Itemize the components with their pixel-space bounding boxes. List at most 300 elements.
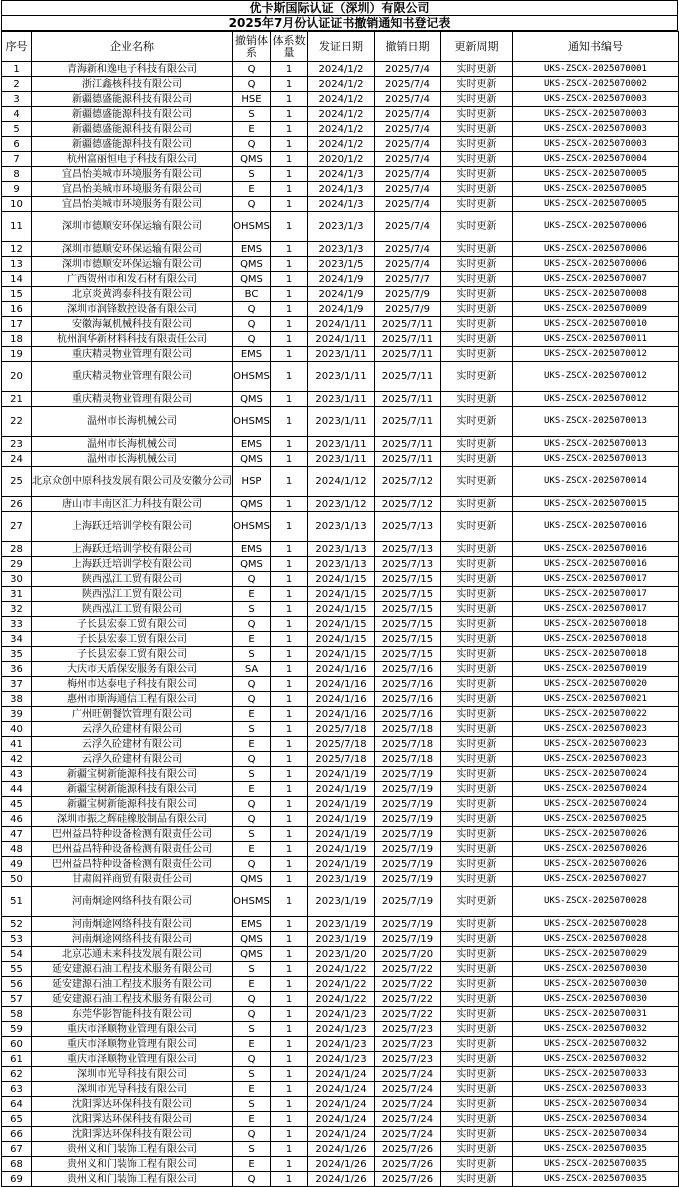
cell-index: 58 (2, 1007, 32, 1022)
table-row (2, 137, 679, 152)
cell-update-cycle: 实时更新 (441, 122, 513, 137)
cell-index: 13 (2, 257, 32, 272)
header-revoked-system: 撤销体系 (233, 32, 271, 62)
cell-notice-number: UKS-ZSCX-2025070035 (513, 1142, 679, 1157)
cell-system-count: 1 (271, 1052, 308, 1067)
cell-revoked-system: S (233, 962, 271, 977)
cell-revoke-date: 2025/7/24 (375, 1127, 441, 1142)
cell-revoked-system: E (233, 1082, 271, 1097)
cell-company: 云浮久砼建材有限公司 (32, 737, 233, 752)
cell-notice-number: UKS-ZSCX-2025070030 (513, 992, 679, 1007)
cell-index: 68 (2, 1157, 32, 1172)
revocation-table (1, 31, 679, 1187)
cell-system-count: 1 (271, 92, 308, 107)
table-row (2, 647, 679, 662)
cell-company: 深圳市德顺安环保运输有限公司 (32, 212, 233, 242)
cell-update-cycle: 实时更新 (441, 677, 513, 692)
cell-system-count: 1 (271, 167, 308, 182)
cell-revoked-system: EMS (233, 347, 271, 362)
table-row (2, 782, 679, 797)
cell-revoke-date: 2025/7/22 (375, 962, 441, 977)
cell-notice-number: UKS-ZSCX-2025070014 (513, 467, 679, 497)
cell-update-cycle: 实时更新 (441, 932, 513, 947)
cell-system-count: 1 (271, 1067, 308, 1082)
cell-revoke-date: 2025/7/19 (375, 887, 441, 917)
cell-index: 5 (2, 122, 32, 137)
cell-issue-date: 2024/1/24 (308, 1097, 375, 1112)
cell-issue-date: 2024/1/19 (308, 842, 375, 857)
cell-index: 61 (2, 1052, 32, 1067)
cell-update-cycle: 实时更新 (441, 1157, 513, 1172)
cell-index: 22 (2, 407, 32, 437)
cell-system-count: 1 (271, 287, 308, 302)
cell-system-count: 1 (271, 992, 308, 1007)
cell-system-count: 1 (271, 602, 308, 617)
cell-issue-date: 2023/1/3 (308, 212, 375, 242)
cell-revoke-date: 2025/7/19 (375, 827, 441, 842)
cell-issue-date: 2024/1/15 (308, 572, 375, 587)
table-row (2, 1007, 679, 1022)
cell-revoked-system: QMS (233, 272, 271, 287)
cell-index: 34 (2, 632, 32, 647)
cell-revoked-system: QMS (233, 257, 271, 272)
cell-issue-date: 2024/1/19 (308, 767, 375, 782)
cell-update-cycle: 实时更新 (441, 842, 513, 857)
cell-system-count: 1 (271, 872, 308, 887)
cell-company: 新疆德盛能源科技有限公司 (32, 107, 233, 122)
cell-index: 38 (2, 692, 32, 707)
cell-system-count: 1 (271, 107, 308, 122)
cell-issue-date: 2024/1/2 (308, 122, 375, 137)
cell-update-cycle: 实时更新 (441, 872, 513, 887)
cell-index: 57 (2, 992, 32, 1007)
cell-notice-number: UKS-ZSCX-2025070028 (513, 932, 679, 947)
cell-system-count: 1 (271, 1142, 308, 1157)
cell-index: 63 (2, 1082, 32, 1097)
cell-revoked-system: E (233, 707, 271, 722)
cell-revoke-date: 2025/7/19 (375, 932, 441, 947)
cell-notice-number: UKS-ZSCX-2025070004 (513, 152, 679, 167)
cell-revoke-date: 2025/7/16 (375, 707, 441, 722)
table-row (2, 512, 679, 542)
cell-update-cycle: 实时更新 (441, 1022, 513, 1037)
cell-revoked-system: S (233, 107, 271, 122)
cell-notice-number: UKS-ZSCX-2025070006 (513, 242, 679, 257)
cell-issue-date: 2023/1/12 (308, 497, 375, 512)
cell-revoke-date: 2025/7/4 (375, 212, 441, 242)
cell-system-count: 1 (271, 887, 308, 917)
cell-update-cycle: 实时更新 (441, 1142, 513, 1157)
cell-notice-number: UKS-ZSCX-2025070023 (513, 752, 679, 767)
cell-update-cycle: 实时更新 (441, 1052, 513, 1067)
cell-index: 45 (2, 797, 32, 812)
cell-company: 温州市长海机械公司 (32, 407, 233, 437)
cell-company: 贵州义和门装饰工程有限公司 (32, 1157, 233, 1172)
cell-revoked-system: S (233, 647, 271, 662)
cell-company: 陕西泓江工贸有限公司 (32, 587, 233, 602)
cell-notice-number: UKS-ZSCX-2025070002 (513, 77, 679, 92)
cell-revoke-date: 2025/7/13 (375, 512, 441, 542)
cell-issue-date: 2024/1/19 (308, 797, 375, 812)
cell-company: 深圳市德顺安环保运输有限公司 (32, 242, 233, 257)
cell-revoked-system: E (233, 122, 271, 137)
cell-system-count: 1 (271, 362, 308, 392)
table-header-row (2, 32, 679, 62)
cell-index: 66 (2, 1127, 32, 1142)
cell-issue-date: 2023/1/5 (308, 257, 375, 272)
cell-system-count: 1 (271, 917, 308, 932)
cell-revoke-date: 2025/7/13 (375, 542, 441, 557)
cell-revoked-system: Q (233, 992, 271, 1007)
table-row (2, 842, 679, 857)
cell-revoked-system: OHSMS (233, 887, 271, 917)
cell-index: 32 (2, 602, 32, 617)
cell-revoked-system: Q (233, 692, 271, 707)
table-row (2, 587, 679, 602)
cell-company: 深圳市润锋数控设备有限公司 (32, 302, 233, 317)
cell-update-cycle: 实时更新 (441, 242, 513, 257)
cell-index: 49 (2, 857, 32, 872)
cell-revoked-system: S (233, 1067, 271, 1082)
cell-company: 深圳市光导科技有限公司 (32, 1082, 233, 1097)
cell-notice-number: UKS-ZSCX-2025070034 (513, 1127, 679, 1142)
header-update-cycle: 更新周期 (441, 32, 513, 62)
cell-notice-number: UKS-ZSCX-2025070030 (513, 977, 679, 992)
cell-index: 56 (2, 977, 32, 992)
cell-issue-date: 2024/1/16 (308, 677, 375, 692)
document-title: 优卡斯国际认证（深圳）有限公司 (1, 0, 678, 15)
cell-company: 河南炯途网络科技有限公司 (32, 917, 233, 932)
cell-revoked-system: Q (233, 617, 271, 632)
cell-index: 65 (2, 1112, 32, 1127)
cell-revoke-date: 2025/7/23 (375, 1022, 441, 1037)
table-row (2, 692, 679, 707)
cell-index: 6 (2, 137, 32, 152)
cell-notice-number: UKS-ZSCX-2025070019 (513, 662, 679, 677)
table-row (2, 1022, 679, 1037)
cell-notice-number: UKS-ZSCX-2025070035 (513, 1157, 679, 1172)
cell-update-cycle: 实时更新 (441, 617, 513, 632)
table-row (2, 737, 679, 752)
cell-revoke-date: 2025/7/4 (375, 62, 441, 77)
cell-update-cycle: 实时更新 (441, 992, 513, 1007)
cell-issue-date: 2024/1/15 (308, 617, 375, 632)
cell-update-cycle: 实时更新 (441, 302, 513, 317)
cell-update-cycle: 实时更新 (441, 212, 513, 242)
cell-issue-date: 2024/1/24 (308, 1112, 375, 1127)
cell-issue-date: 2023/1/11 (308, 407, 375, 437)
cell-update-cycle: 实时更新 (441, 737, 513, 752)
cell-issue-date: 2023/1/19 (308, 932, 375, 947)
cell-update-cycle: 实时更新 (441, 1067, 513, 1082)
cell-issue-date: 2024/1/22 (308, 962, 375, 977)
cell-company: 新疆宝树新能源科技有限公司 (32, 782, 233, 797)
cell-update-cycle: 实时更新 (441, 587, 513, 602)
cell-company: 陕西泓江工贸有限公司 (32, 572, 233, 587)
cell-company: 重庆市泽顺物业管理有限公司 (32, 1022, 233, 1037)
cell-system-count: 1 (271, 182, 308, 197)
cell-revoke-date: 2025/7/11 (375, 362, 441, 392)
cell-revoked-system: Q (233, 317, 271, 332)
cell-revoke-date: 2025/7/24 (375, 1067, 441, 1082)
cell-revoke-date: 2025/7/7 (375, 272, 441, 287)
table-row (2, 917, 679, 932)
cell-issue-date: 2024/1/19 (308, 857, 375, 872)
cell-issue-date: 2024/1/19 (308, 827, 375, 842)
table-row (2, 347, 679, 362)
cell-revoked-system: Q (233, 137, 271, 152)
cell-revoke-date: 2025/7/19 (375, 797, 441, 812)
cell-index: 3 (2, 92, 32, 107)
table-row (2, 317, 679, 332)
cell-update-cycle: 实时更新 (441, 1037, 513, 1052)
cell-notice-number: UKS-ZSCX-2025070032 (513, 1052, 679, 1067)
cell-issue-date: 2020/1/2 (308, 152, 375, 167)
cell-issue-date: 2024/1/22 (308, 992, 375, 1007)
cell-index: 31 (2, 587, 32, 602)
cell-company: 东莞华影智能科技有限公司 (32, 1007, 233, 1022)
cell-notice-number: UKS-ZSCX-2025070009 (513, 302, 679, 317)
cell-system-count: 1 (271, 332, 308, 347)
cell-index: 35 (2, 647, 32, 662)
cell-index: 18 (2, 332, 32, 347)
cell-revoke-date: 2025/7/4 (375, 197, 441, 212)
cell-company: 巴州益昌特种设备检测有限责任公司 (32, 842, 233, 857)
cell-revoked-system: Q (233, 197, 271, 212)
cell-update-cycle: 实时更新 (441, 857, 513, 872)
cell-revoked-system: EMS (233, 542, 271, 557)
cell-system-count: 1 (271, 662, 308, 677)
cell-update-cycle: 实时更新 (441, 1007, 513, 1022)
table-row (2, 1142, 679, 1157)
table-row (2, 872, 679, 887)
cell-update-cycle: 实时更新 (441, 632, 513, 647)
cell-system-count: 1 (271, 407, 308, 437)
cell-update-cycle: 实时更新 (441, 137, 513, 152)
cell-revoked-system: Q (233, 1172, 271, 1187)
cell-issue-date: 2024/1/2 (308, 107, 375, 122)
cell-notice-number: UKS-ZSCX-2025070026 (513, 857, 679, 872)
cell-index: 15 (2, 287, 32, 302)
cell-revoked-system: E (233, 1037, 271, 1052)
cell-system-count: 1 (271, 77, 308, 92)
cell-revoked-system: QMS (233, 557, 271, 572)
cell-company: 上海跃迁培训学校有限公司 (32, 542, 233, 557)
cell-company: 甘肃闳祥商贸有限责任公司 (32, 872, 233, 887)
cell-company: 大庆市天盾保安服务有限公司 (32, 662, 233, 677)
cell-system-count: 1 (271, 857, 308, 872)
cell-issue-date: 2024/1/26 (308, 1142, 375, 1157)
cell-notice-number: UKS-ZSCX-2025070003 (513, 92, 679, 107)
table-row (2, 1112, 679, 1127)
cell-revoke-date: 2025/7/26 (375, 1172, 441, 1187)
cell-system-count: 1 (271, 1172, 308, 1187)
cell-system-count: 1 (271, 1112, 308, 1127)
cell-notice-number: UKS-ZSCX-2025070024 (513, 782, 679, 797)
table-row (2, 332, 679, 347)
cell-revoked-system: S (233, 767, 271, 782)
cell-company: 深圳市德顺安环保运输有限公司 (32, 257, 233, 272)
cell-revoked-system: QMS (233, 872, 271, 887)
cell-update-cycle: 实时更新 (441, 107, 513, 122)
cell-company: 杭州富丽恒电子科技有限公司 (32, 152, 233, 167)
cell-system-count: 1 (271, 392, 308, 407)
cell-system-count: 1 (271, 1037, 308, 1052)
cell-revoke-date: 2025/7/23 (375, 1052, 441, 1067)
cell-company: 宜昌怡美城市环境服务有限公司 (32, 167, 233, 182)
cell-update-cycle: 实时更新 (441, 722, 513, 737)
cell-notice-number: UKS-ZSCX-2025070006 (513, 212, 679, 242)
cell-revoke-date: 2025/7/9 (375, 287, 441, 302)
cell-company: 惠州市斯海通信工程有限公司 (32, 692, 233, 707)
cell-system-count: 1 (271, 197, 308, 212)
cell-company: 安徽海氟机械科技有限公司 (32, 317, 233, 332)
cell-revoked-system: QMS (233, 932, 271, 947)
cell-index: 37 (2, 677, 32, 692)
cell-system-count: 1 (271, 317, 308, 332)
cell-update-cycle: 实时更新 (441, 767, 513, 782)
cell-company: 新疆宝树新能源科技有限公司 (32, 797, 233, 812)
cell-system-count: 1 (271, 677, 308, 692)
header-notice-number: 通知书编号 (513, 32, 679, 62)
cell-company: 重庆市泽顺物业管理有限公司 (32, 1052, 233, 1067)
cell-revoke-date: 2025/7/18 (375, 722, 441, 737)
cell-update-cycle: 实时更新 (441, 827, 513, 842)
cell-notice-number: UKS-ZSCX-2025070017 (513, 602, 679, 617)
cell-notice-number: UKS-ZSCX-2025070024 (513, 797, 679, 812)
cell-revoked-system: Q (233, 677, 271, 692)
cell-system-count: 1 (271, 302, 308, 317)
cell-company: 延安建源石油工程技术服务有限公司 (32, 962, 233, 977)
cell-system-count: 1 (271, 242, 308, 257)
cell-company: 陕西泓江工贸有限公司 (32, 602, 233, 617)
cell-company: 贵州义和门装饰工程有限公司 (32, 1172, 233, 1187)
cell-issue-date: 2024/1/3 (308, 197, 375, 212)
cell-update-cycle: 实时更新 (441, 887, 513, 917)
cell-issue-date: 2024/1/15 (308, 587, 375, 602)
cell-revoke-date: 2025/7/4 (375, 107, 441, 122)
cell-system-count: 1 (271, 452, 308, 467)
table-row (2, 752, 679, 767)
table-row (2, 1127, 679, 1142)
cell-update-cycle: 实时更新 (441, 557, 513, 572)
cell-notice-number: UKS-ZSCX-2025070012 (513, 347, 679, 362)
cell-update-cycle: 实时更新 (441, 797, 513, 812)
cell-issue-date: 2024/1/3 (308, 167, 375, 182)
cell-update-cycle: 实时更新 (441, 977, 513, 992)
table-row (2, 497, 679, 512)
cell-notice-number: UKS-ZSCX-2025070031 (513, 1007, 679, 1022)
cell-index: 10 (2, 197, 32, 212)
cell-company: 子长县宏泰工贸有限公司 (32, 632, 233, 647)
cell-index: 7 (2, 152, 32, 167)
cell-revoked-system: S (233, 167, 271, 182)
cell-issue-date: 2023/1/13 (308, 512, 375, 542)
cell-index: 59 (2, 1022, 32, 1037)
cell-issue-date: 2024/1/23 (308, 1007, 375, 1022)
table-row (2, 557, 679, 572)
cell-system-count: 1 (271, 62, 308, 77)
cell-notice-number: UKS-ZSCX-2025070033 (513, 1082, 679, 1097)
cell-update-cycle: 实时更新 (441, 707, 513, 722)
cell-company: 云浮久砼建材有限公司 (32, 752, 233, 767)
cell-revoked-system: Q (233, 332, 271, 347)
table-row (2, 662, 679, 677)
table-row (2, 407, 679, 437)
cell-revoke-date: 2025/7/19 (375, 767, 441, 782)
cell-notice-number: UKS-ZSCX-2025070001 (513, 62, 679, 77)
cell-revoked-system: EMS (233, 437, 271, 452)
cell-revoke-date: 2025/7/4 (375, 122, 441, 137)
cell-system-count: 1 (271, 722, 308, 737)
cell-notice-number: UKS-ZSCX-2025070016 (513, 557, 679, 572)
cell-revoked-system: HSP (233, 467, 271, 497)
cell-update-cycle: 实时更新 (441, 182, 513, 197)
cell-company: 河南炯途网络科技有限公司 (32, 887, 233, 917)
table-row (2, 887, 679, 917)
cell-revoke-date: 2025/7/15 (375, 587, 441, 602)
cell-company: 新疆宝树新能源科技有限公司 (32, 767, 233, 782)
cell-update-cycle: 实时更新 (441, 782, 513, 797)
cell-issue-date: 2024/1/24 (308, 1127, 375, 1142)
cell-update-cycle: 实时更新 (441, 167, 513, 182)
cell-issue-date: 2024/1/11 (308, 317, 375, 332)
cell-issue-date: 2023/1/11 (308, 437, 375, 452)
cell-update-cycle: 实时更新 (441, 437, 513, 452)
cell-issue-date: 2024/1/11 (308, 332, 375, 347)
cell-notice-number: UKS-ZSCX-2025070025 (513, 812, 679, 827)
cell-revoke-date: 2025/7/16 (375, 662, 441, 677)
cell-system-count: 1 (271, 962, 308, 977)
cell-revoked-system: E (233, 587, 271, 602)
cell-index: 16 (2, 302, 32, 317)
table-row (2, 467, 679, 497)
cell-revoke-date: 2025/7/22 (375, 1007, 441, 1022)
cell-revoked-system: E (233, 1157, 271, 1172)
cell-issue-date: 2024/1/19 (308, 812, 375, 827)
table-row (2, 122, 679, 137)
cell-issue-date: 2023/1/11 (308, 452, 375, 467)
cell-revoked-system: Q (233, 572, 271, 587)
cell-index: 53 (2, 932, 32, 947)
table-row (2, 542, 679, 557)
cell-revoke-date: 2025/7/19 (375, 857, 441, 872)
cell-index: 42 (2, 752, 32, 767)
cell-notice-number: UKS-ZSCX-2025070026 (513, 842, 679, 857)
cell-index: 24 (2, 452, 32, 467)
cell-system-count: 1 (271, 797, 308, 812)
cell-system-count: 1 (271, 977, 308, 992)
cell-notice-number: UKS-ZSCX-2025070028 (513, 917, 679, 932)
table-row (2, 1157, 679, 1172)
table-row (2, 182, 679, 197)
cell-revoke-date: 2025/7/4 (375, 137, 441, 152)
cell-issue-date: 2024/1/24 (308, 1082, 375, 1097)
cell-issue-date: 2023/1/19 (308, 887, 375, 917)
cell-revoked-system: S (233, 1022, 271, 1037)
cell-revoke-date: 2025/7/19 (375, 782, 441, 797)
cell-system-count: 1 (271, 692, 308, 707)
cell-revoke-date: 2025/7/13 (375, 557, 441, 572)
cell-revoke-date: 2025/7/4 (375, 242, 441, 257)
cell-notice-number: UKS-ZSCX-2025070018 (513, 647, 679, 662)
cell-revoked-system: EMS (233, 242, 271, 257)
cell-update-cycle: 实时更新 (441, 1127, 513, 1142)
cell-revoke-date: 2025/7/18 (375, 752, 441, 767)
cell-index: 27 (2, 512, 32, 542)
cell-notice-number: UKS-ZSCX-2025070016 (513, 512, 679, 542)
cell-issue-date: 2024/1/24 (308, 1067, 375, 1082)
